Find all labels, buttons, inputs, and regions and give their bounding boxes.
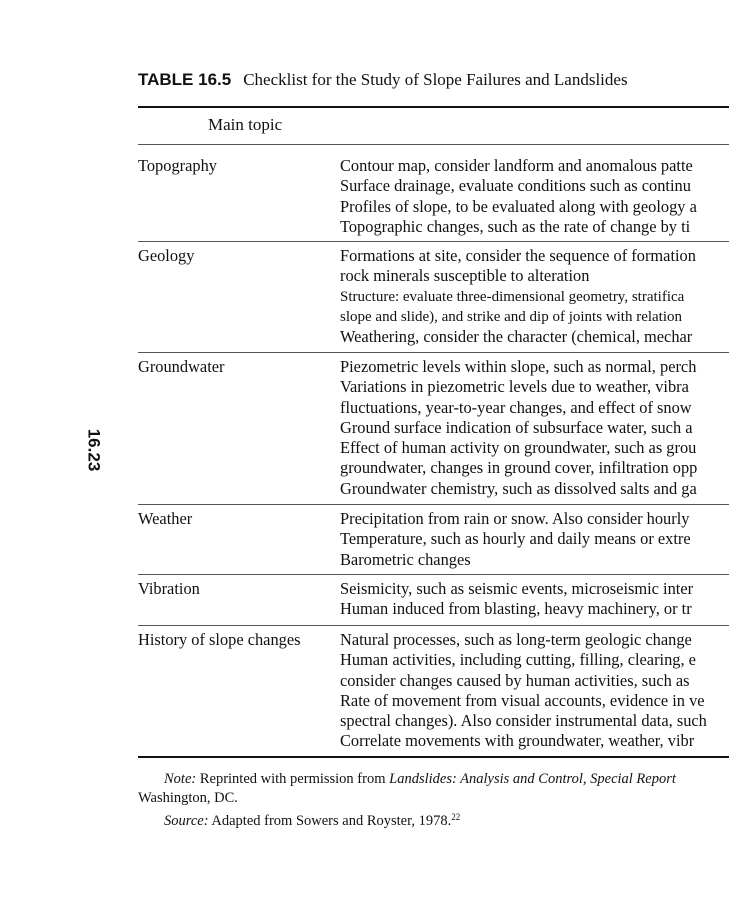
row-divider <box>138 504 729 505</box>
row-topic: Topography <box>138 156 217 175</box>
row-item-line: fluctuations, year-to-year changes, and effect of snow <box>340 397 692 417</box>
row-item-line: Weathering, consider the character (chemical, mechar <box>340 327 693 347</box>
row-items <box>340 509 691 570</box>
row-item-line: spectral changes). Also consider instrumental data, such <box>340 711 707 731</box>
row-item-line: Precipitation from rain or snow. Also consider hourly <box>340 509 690 528</box>
row-topic: Groundwater <box>138 357 225 376</box>
row-item-line: Piezometric levels within slope, such as normal, perch <box>340 357 697 376</box>
row-item-line: Effect of human activity on groundwater, such as grou <box>340 438 697 458</box>
row-items <box>340 630 707 752</box>
row-item-line: Temperature, such as hourly and daily means or extre <box>340 529 691 549</box>
note-label: Note: <box>164 771 197 787</box>
table-title: Checklist for the Study of Slope Failures and Landslides <box>243 70 628 89</box>
row-item-line: Seismicity, such as seismic events, microseismic inter <box>340 579 694 598</box>
row-topic: Vibration <box>138 579 200 598</box>
row-item-line: Groundwater chemistry, such as dissolved salts and ga <box>340 478 697 498</box>
row-topic: History of slope changes <box>138 630 301 649</box>
header-rule <box>138 144 729 145</box>
page-number: 16.23 <box>84 428 104 472</box>
row-item-line: Topographic changes, such as the rate of change by ti <box>340 216 691 236</box>
row-item-line: Structure: evaluate three-dimensional geometry, stratifica <box>340 288 685 305</box>
row-topic: Geology <box>138 246 195 265</box>
row-item-line: groundwater, changes in ground cover, infiltration opp <box>340 458 698 478</box>
row-divider <box>138 352 729 353</box>
row-item-line: rock minerals susceptible to alteration <box>340 266 590 286</box>
row-item-line: slope and slide), and strike and dip of joints with relation <box>340 308 683 325</box>
note-text: Reprinted with permission from <box>199 771 386 787</box>
row-item-line: Natural processes, such as long-term geologic change <box>340 630 692 649</box>
row-item-line: Correlate movements with groundwater, weather, vibr <box>340 731 695 751</box>
row-item-line: consider changes caused by human activities, such as <box>340 670 690 690</box>
source-text: Adapted from Sowers and Royster, 1978. <box>211 813 452 829</box>
source-reference: 22 <box>451 812 461 822</box>
table-bottom-rule <box>138 756 729 758</box>
row-divider <box>138 241 729 242</box>
row-item-line: Variations in piezometric levels due to weather, vibra <box>340 377 689 397</box>
note-line <box>138 770 676 789</box>
source-label: Source: <box>164 813 209 829</box>
row-item-line: Barometric changes <box>340 549 471 569</box>
row-item-line: Rate of movement from visual accounts, evidence in ve <box>340 690 705 710</box>
note-publication-title: Landslides: Analysis and Control, Special Report <box>389 771 676 787</box>
note-line-continued: Washington, DC. <box>138 790 238 806</box>
row-items <box>340 156 697 237</box>
row-divider <box>138 574 729 575</box>
table-label: TABLE 16.5 <box>138 70 232 89</box>
row-items <box>340 579 693 620</box>
table-notes <box>138 770 676 831</box>
row-item-line: Surface drainage, evaluate conditions such as continu <box>340 176 691 196</box>
row-items <box>340 246 696 347</box>
row-item-line: Ground surface indication of subsurface water, such a <box>340 417 693 437</box>
row-item-line: Formations at site, consider the sequence of formation <box>340 246 696 265</box>
column-header-main-topic: Main topic <box>208 115 283 134</box>
row-divider <box>138 625 729 626</box>
row-item-line: Contour map, consider landform and anomalous patte <box>340 156 693 175</box>
table-top-rule <box>138 106 729 108</box>
row-item-line: Profiles of slope, to be evaluated along with geology a <box>340 196 697 216</box>
row-topic: Weather <box>138 509 193 528</box>
row-item-line: Human induced from blasting, heavy machinery, or tr <box>340 599 692 619</box>
source-line <box>138 808 676 831</box>
row-item-line: Human activities, including cutting, filling, clearing, e <box>340 650 696 670</box>
table-caption <box>138 70 628 90</box>
row-items <box>340 357 697 499</box>
